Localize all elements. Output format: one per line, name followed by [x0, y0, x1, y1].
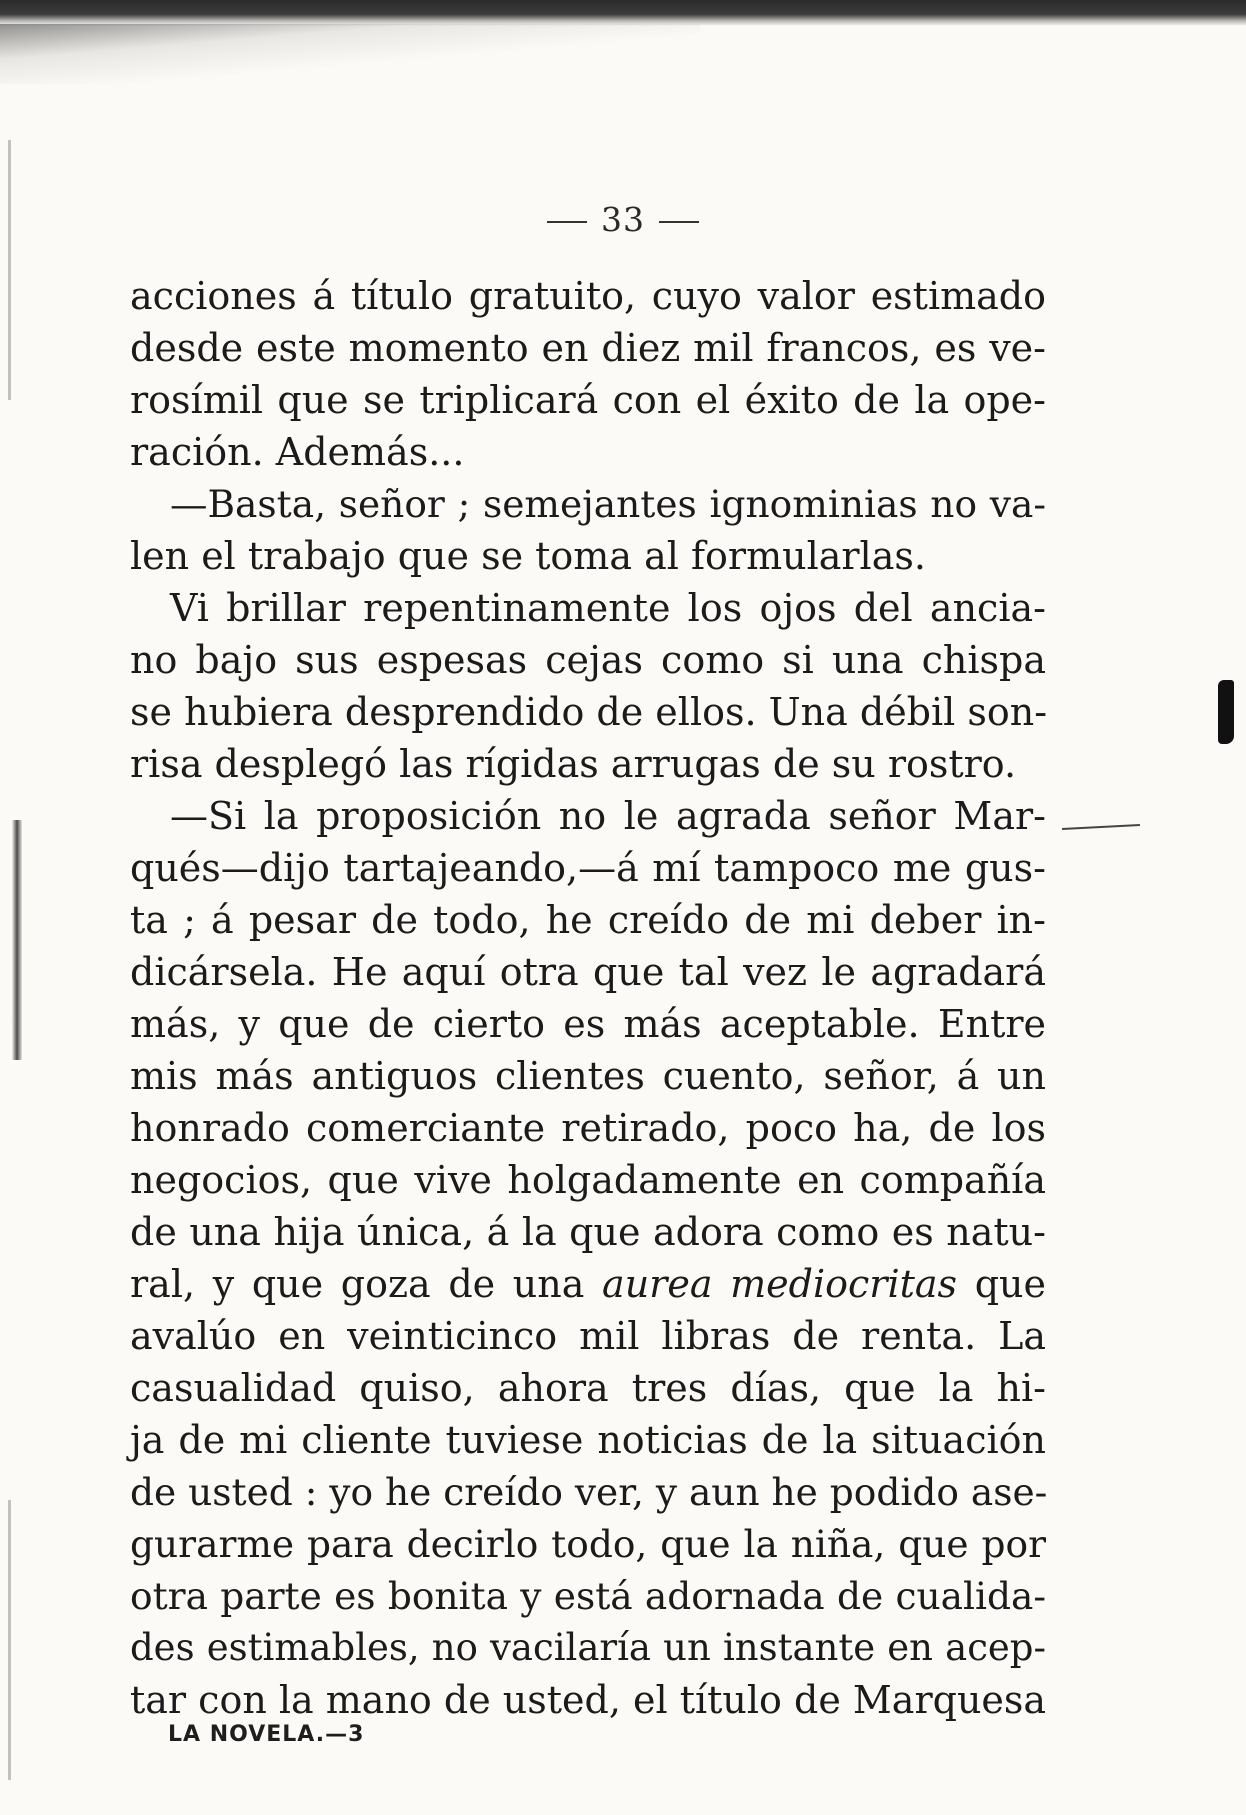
scan-speckle: [8, 140, 11, 400]
text-line: acciones á título gratuito, cuyo valor estimado: [130, 274, 1046, 318]
signature-mark: LA NOVELA.—3: [168, 1722, 365, 1747]
stray-rule: [1062, 824, 1140, 830]
dash-left: [547, 221, 587, 223]
text-line: Vi brillar repentinamente los ojos del ancia-: [170, 586, 1046, 630]
text-line: ración. Además...: [130, 430, 465, 474]
text-line: ja de mi cliente tuviese noticias de la situación: [130, 1418, 1046, 1462]
text-line: casualidad quiso, ahora tres días, que la hi-: [130, 1366, 1046, 1410]
text-line: dicársela. He aquí otra que tal vez le agradará: [130, 950, 1046, 994]
text-line: ta ; á pesar de todo, he creído de mi deber in-: [130, 898, 1046, 942]
scan-speckle: [8, 1500, 11, 1780]
scan-top-edge: [0, 0, 1246, 26]
text-line: len el trabajo que se toma al formularlas.: [130, 534, 926, 578]
text-line: de una hija única, á la que adora como es natu-: [130, 1210, 1046, 1254]
ink-blot: [1218, 680, 1234, 744]
text-line: honrado comerciante retirado, poco ha, de los: [130, 1106, 1046, 1150]
page-number: [0, 200, 1246, 239]
text-line: se hubiera desprendido de ellos. Una débil son-: [130, 690, 1048, 734]
body-text: [130, 270, 1046, 1726]
text-line: des estimables, no vacilaría un instante en acep-: [130, 1626, 1046, 1669]
text-line-start: ral, y que goza de una: [130, 1262, 603, 1306]
text-line: qués—dijo tartajeando,—á mí tampoco me gus-: [130, 846, 1046, 890]
text-line: más, y que de cierto es más aceptable. Entre: [130, 1002, 1046, 1046]
text-line: mis más antiguos clientes cuento, señor, á un: [130, 1054, 1046, 1098]
text-line: de usted : yo he creído ver, y aun he podido ase-: [130, 1470, 1048, 1514]
text-line: otra parte es bonita y está adornada de cualida-: [130, 1574, 1046, 1618]
text-line: risa desplegó las rígidas arrugas de su rostro.: [130, 742, 1017, 786]
text-line: desde este momento en diez mil francos, es ve-: [130, 326, 1046, 370]
scan-top-shadow: [0, 24, 700, 84]
text-line: no bajo sus espesas cejas como si una chispa: [130, 638, 1046, 682]
text-line: gurarme para decirlo todo, que la niña, que por: [130, 1522, 1046, 1566]
dash-right: [659, 221, 699, 223]
text-line: rosímil que se triplicará con el éxito de la ope-: [130, 378, 1046, 422]
text-line: —Si la proposición no le agrada señor Mar-: [170, 794, 1046, 838]
text-line: —Basta, señor ; semejantes ignominias no va-: [170, 482, 1046, 526]
page-number-value: 33: [601, 200, 645, 239]
text-line: avalúo en veinticinco mil libras de renta. La: [130, 1314, 1046, 1358]
text-line-end: que: [957, 1262, 1046, 1306]
text-line-italic: [130, 1258, 1046, 1310]
italic-phrase: aurea mediocritas: [602, 1262, 958, 1306]
text-line: tar con la mano de usted, el título de Marquesa: [130, 1678, 1047, 1722]
text-line: negocios, que vive holgadamente en compañía: [130, 1158, 1046, 1202]
scan-gutter-mark: [12, 820, 22, 1060]
